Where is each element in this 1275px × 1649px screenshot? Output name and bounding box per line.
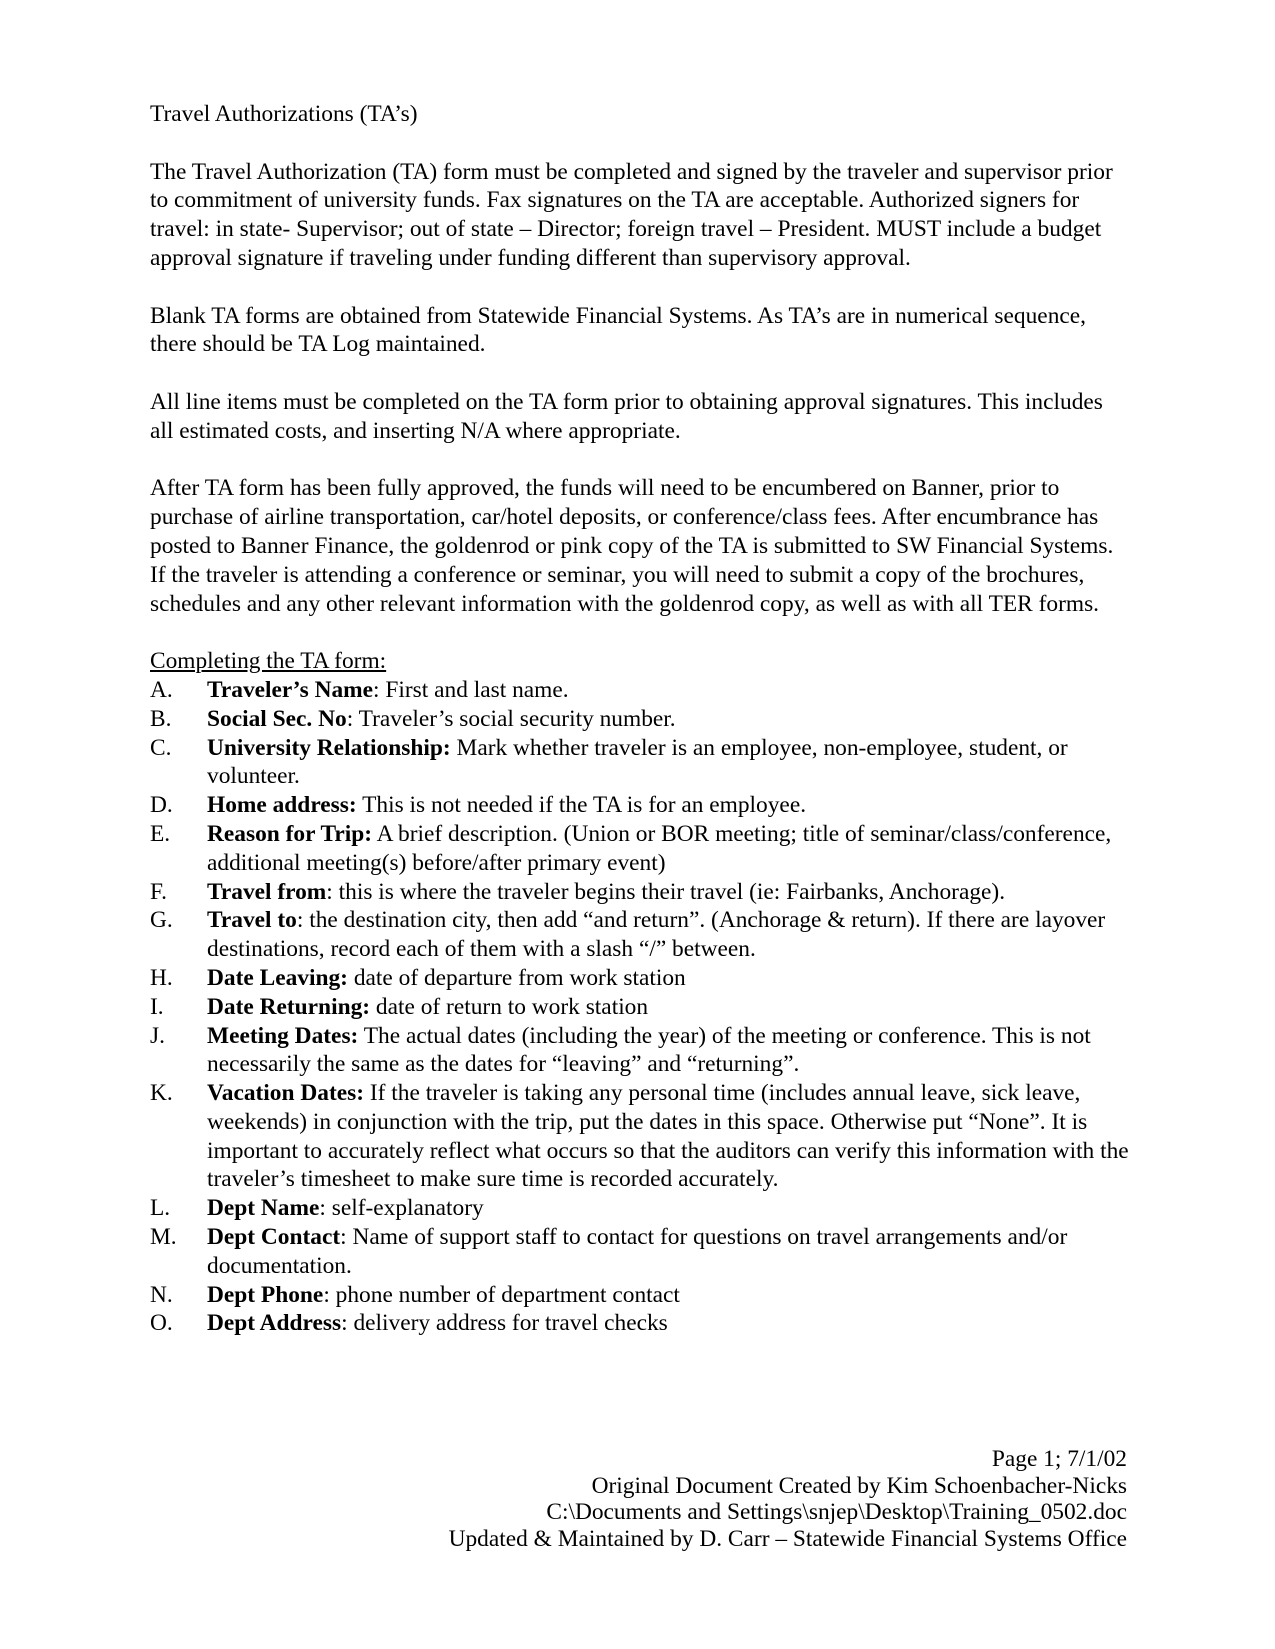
list-item-body	[207, 1194, 1130, 1223]
document-page	[150, 100, 1130, 1338]
list-item	[150, 1194, 1130, 1223]
list-item-body	[207, 820, 1130, 878]
list-item	[150, 906, 1130, 964]
list-item-text: : the destination city, then add “and return”. (Anchorage & return). If there are layover destinations, record each of them with a slash “/” between.	[207, 907, 1106, 963]
list-marker: A.	[150, 676, 173, 703]
list-item	[150, 705, 1130, 734]
list-marker: I.	[150, 993, 164, 1020]
list-marker: B.	[150, 705, 172, 732]
list-item-body	[207, 993, 1130, 1022]
list-marker: C.	[150, 734, 172, 761]
list-item-term: University Relationship:	[207, 734, 451, 761]
list-item	[150, 1223, 1130, 1281]
list-item-term: Traveler’s Name	[207, 676, 374, 703]
list-marker: G.	[150, 907, 173, 934]
list-item-body	[207, 1309, 1130, 1338]
list-item-body	[207, 734, 1130, 792]
list-marker: K.	[150, 1080, 173, 1107]
list-item-term: Home address:	[207, 792, 357, 819]
list-item-term: Reason for Trip:	[207, 820, 373, 847]
paragraph-line-items: All line items must be completed on the TA form prior to obtaining approval signatures. This includes all estimated costs, and inserting N/A where appropriate.	[150, 388, 1103, 444]
list-item-text: A brief description. (Union or BOR meeting; title of seminar/class/conference, additional meeting(s) before/after primary event)	[207, 820, 1112, 876]
list-item-text: : self-explanatory	[319, 1195, 484, 1222]
list-item-body	[207, 1223, 1130, 1281]
list-item-term: Dept Contact	[207, 1224, 341, 1251]
list-item	[150, 676, 1130, 705]
list-item-body	[207, 906, 1130, 964]
list-item-text: : Traveler’s social security number.	[346, 705, 676, 732]
list-item-term: Social Sec. No	[207, 705, 347, 732]
list-item-body	[207, 964, 1130, 993]
list-marker: L.	[150, 1195, 171, 1222]
list-item	[150, 734, 1130, 792]
footer-page-number: Page 1; 7/1/02	[991, 1446, 1127, 1472]
list-item-text: Mark whether traveler is an employee, non-employee, student, or volunteer.	[207, 734, 1068, 790]
list-item-text: : First and last name.	[373, 676, 569, 703]
paragraph-blank-forms: Blank TA forms are obtained from Statewide Financial Systems. As TA’s are in numerical sequence, there should be TA Log maintained.	[150, 302, 1086, 358]
list-item-body	[207, 705, 1130, 734]
list-item-text: : delivery address for travel checks	[341, 1310, 668, 1337]
footer-file-path: C:\Documents and Settings\snjep\Desktop\Training_0502.doc	[546, 1499, 1127, 1526]
list-item-term: Meeting Dates:	[207, 1022, 359, 1049]
list-item-text: This is not needed if the TA is for an employee.	[356, 792, 807, 819]
list-item-text: The actual dates (including the year) of the meeting or conference. This is not necessarily the same as the dates for “leaving” and “returning”.	[207, 1022, 1091, 1078]
list-marker: D.	[150, 792, 173, 819]
list-item	[150, 1079, 1130, 1194]
list-item	[150, 791, 1130, 820]
paragraph-ta-requirements: The Travel Authorization (TA) form must be completed and signed by the traveler and supervisor prior to commitment of university funds. Fax signatures on the TA are acceptable. Authorized signers for travel: in state- Supervisor; out of state – Director; foreign travel – President. MUST include a budget approval signature if traveling under funding different than supervisory approval.	[150, 158, 1113, 271]
list-marker: F.	[150, 878, 167, 905]
list-item	[150, 993, 1130, 1022]
list-item	[150, 1309, 1130, 1338]
list-item-term: Dept Address	[207, 1310, 342, 1337]
list-marker: J.	[150, 1022, 165, 1049]
list-item-term: Travel to	[207, 907, 297, 934]
list-item-term: Vacation Dates:	[207, 1080, 365, 1107]
list-item	[150, 878, 1130, 907]
list-item-term: Date Leaving:	[207, 964, 348, 991]
list-marker: E.	[150, 820, 171, 847]
list-item-text: date of return to work station	[370, 993, 649, 1020]
list-item-text: : phone number of department contact	[323, 1281, 680, 1308]
list-item	[150, 1281, 1130, 1310]
list-marker: H.	[150, 964, 173, 991]
list-item-term: Travel from	[207, 878, 327, 905]
list-item-body	[207, 1022, 1130, 1080]
list-item-term: Dept Phone	[207, 1281, 324, 1308]
list-item	[150, 1022, 1130, 1080]
list-item-text: date of departure from work station	[347, 964, 686, 991]
list-item-body	[207, 878, 1130, 907]
list-item-body	[207, 1281, 1130, 1310]
footer-created-by: Original Document Created by Kim Schoenbacher-Nicks	[591, 1472, 1127, 1499]
list-marker: O.	[150, 1310, 173, 1337]
list-item-text: If the traveler is taking any personal time (includes annual leave, sick leave, weekends) in conjunction with the trip, put the dates in this space. Otherwise put “None”. It is important to accurately reflect what occurs so that the auditors can verify this information with the traveler’s timesheet to make sure time is recorded accurately.	[207, 1080, 1129, 1193]
list-item-body	[207, 676, 1130, 705]
paragraph-encumbrance: After TA form has been fully approved, the funds will need to be encumbered on Banner, prior to purchase of airline transportation, car/hotel deposits, or conference/class fees. After encumbrance has posted to Banner Finance, the goldenrod or pink copy of the TA is submitted to SW Financial Systems. If the traveler is attending a conference or seminar, you will need to submit a copy of the brochures, schedules and any other relevant information with the goldenrod copy, as well as with all TER forms.	[150, 475, 1114, 617]
list-marker: M.	[150, 1224, 177, 1251]
list-item-term: Dept Name	[207, 1195, 320, 1222]
document-title: Travel Authorizations (TA’s)	[150, 101, 418, 127]
document-footer	[449, 1446, 1127, 1552]
list-item-term: Date Returning:	[207, 993, 371, 1020]
footer-maintained-by: Updated & Maintained by D. Carr – Statewide Financial Systems Office	[448, 1525, 1127, 1552]
list-item	[150, 964, 1130, 993]
list-item-body	[207, 1079, 1130, 1194]
list-item-body	[207, 791, 1130, 820]
list-item	[150, 820, 1130, 878]
instruction-list	[150, 676, 1130, 1338]
list-item-text: : Name of support staff to contact for questions on travel arrangements and/or documentation.	[207, 1224, 1068, 1279]
section-heading-completing-ta: Completing the TA form:	[150, 648, 387, 675]
list-marker: N.	[150, 1281, 173, 1308]
list-item-text: : this is where the traveler begins their travel (ie: Fairbanks, Anchorage).	[326, 878, 1006, 905]
